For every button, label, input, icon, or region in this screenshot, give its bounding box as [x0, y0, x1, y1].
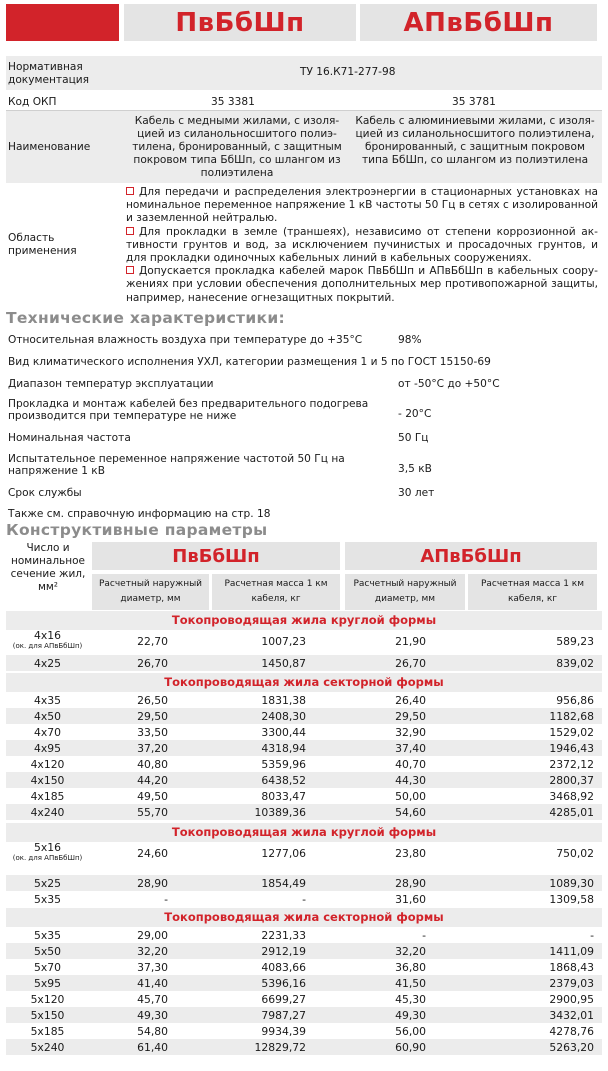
cell-section-note: (ок. для АПвБбШп)	[12, 642, 83, 650]
table-row	[6, 891, 602, 907]
cell-section	[6, 726, 89, 739]
cell-diameter: 37,20	[137, 742, 168, 755]
cell-mass: 2900,95	[549, 993, 594, 1006]
cell-section	[6, 657, 89, 670]
cell-mass: 2408,30	[261, 710, 306, 723]
header-brand-2: АПвБбШп	[360, 4, 597, 41]
brand1-header: ПвБбШп	[92, 542, 340, 570]
cell-mass: 1450,87	[261, 657, 306, 670]
cell-section	[6, 742, 89, 755]
table-row	[6, 1007, 602, 1023]
cell-section-value: 5х35	[34, 893, 61, 906]
list-item: Для прокладки в земле (траншеях), независимо от степени коррозионной ак-тивности грунтов и вод, за исключением пучинистых и просадочных грунтов, и для прокладки одиночных кабельных линий в кабельных сооружениях.	[126, 225, 598, 265]
tech-label: Испытательное переменное напряжение частотой 50 Гц на напряжение 1 кВ	[8, 453, 345, 477]
cell-mass: 2800,37	[549, 774, 594, 787]
table-row	[6, 875, 602, 891]
cell-section-value: 4х120	[30, 758, 65, 771]
cell-mass: 8033,47	[261, 790, 306, 803]
tech-value: 98%	[398, 334, 422, 346]
cell-mass: 956,86	[556, 694, 594, 707]
sub-header-mass: Расчетная масса 1 км кабеля, кг	[468, 574, 597, 610]
cell-diameter: 28,90	[395, 877, 426, 890]
cell-diameter: 28,90	[137, 877, 168, 890]
table-row	[6, 740, 602, 756]
cell-section-value: 5х95	[34, 977, 61, 990]
normative-value: ТУ 16.К71-277-98	[300, 66, 396, 78]
cell-mass: 1868,43	[549, 961, 594, 974]
cell-section-value: 4х70	[34, 726, 61, 739]
cell-diameter: 24,60	[137, 847, 168, 860]
cell-diameter: 60,90	[395, 1041, 426, 1054]
table-row	[6, 991, 602, 1007]
cell-section-value: 4х16	[34, 629, 61, 642]
table-row	[6, 1039, 602, 1055]
cell-diameter: 49,30	[395, 1009, 426, 1022]
cell-diameter: 32,90	[395, 726, 426, 739]
normative-label: Нормативная документация	[8, 61, 90, 86]
cell-mass: 5396,16	[261, 977, 306, 990]
cell-mass: 2379,03	[549, 977, 594, 990]
cell-section-value: 5х150	[30, 1009, 65, 1022]
cell-section	[6, 1041, 89, 1054]
cell-diameter: 31,60	[395, 893, 426, 906]
header-accent-bar	[6, 4, 119, 41]
cell-diameter: 29,00	[137, 929, 168, 942]
cell-diameter: 36,80	[395, 961, 426, 974]
cell-mass: 1854,49	[261, 877, 306, 890]
group-title: Токопроводящая жила круглой формы	[6, 823, 602, 842]
cell-section-value: 5х25	[34, 877, 61, 890]
area-list	[126, 186, 598, 305]
cell-section	[6, 710, 89, 723]
sub-header-diameter: Расчетный наружный диаметр, мм	[92, 574, 209, 610]
okp-value-2: 35 3781	[452, 96, 496, 108]
cell-diameter: 33,50	[137, 726, 168, 739]
cell-section	[6, 841, 89, 862]
brand2-header: АПвБбШп	[345, 542, 597, 570]
cell-diameter: -	[164, 893, 168, 906]
cell-section	[6, 977, 89, 990]
cell-diameter: 50,00	[395, 790, 426, 803]
cell-mass: 1309,58	[549, 893, 594, 906]
tech-title: Технические характеристики:	[6, 309, 285, 327]
cell-diameter: 32,20	[137, 945, 168, 958]
cell-diameter: 56,00	[395, 1025, 426, 1038]
cell-mass: 6699,27	[261, 993, 306, 1006]
cell-diameter: 61,40	[137, 1041, 168, 1054]
cell-mass: 7987,27	[261, 1009, 306, 1022]
group-title: Токопроводящая жила секторной формы	[6, 908, 602, 927]
cell-mass: 1007,23	[261, 635, 306, 648]
checkbox-bullet-icon	[126, 187, 134, 195]
list-item: Для передачи и распределения электроэнергии в стационарных установках на номинальное переменное напряжение 1 кВ частоты 50 Гц в сетях с изолированной и заземленной нейтралью.	[126, 186, 598, 225]
cell-diameter: 44,20	[137, 774, 168, 787]
cell-section-value: 5х185	[30, 1025, 65, 1038]
cell-diameter: 26,40	[395, 694, 426, 707]
cell-diameter: -	[422, 929, 426, 942]
table-row	[6, 804, 602, 820]
cell-diameter: 29,50	[395, 710, 426, 723]
cell-diameter: 37,30	[137, 961, 168, 974]
cell-section	[6, 1009, 89, 1022]
tech-note: Также см. справочную информацию на стр. 18	[8, 508, 271, 520]
cell-diameter: 54,60	[395, 806, 426, 819]
tech-label: Срок службы	[8, 487, 82, 499]
cell-diameter: 49,50	[137, 790, 168, 803]
cell-mass: 5359,96	[261, 758, 306, 771]
cell-mass: 2231,33	[261, 929, 306, 942]
cell-section-value: 5х16	[34, 841, 61, 854]
cell-section-value: 4х50	[34, 710, 61, 723]
cell-section	[6, 945, 89, 958]
tech-value: 30 лет	[398, 487, 435, 499]
tech-label: Относительная влажность воздуха при температуре до +35°С	[8, 334, 363, 346]
tech-label: Прокладка и монтаж кабелей без предварительного подогрева производится при температуре не ниже	[8, 398, 369, 422]
area-label: Область применения	[8, 232, 77, 257]
tech-value: 50 Гц	[398, 432, 429, 444]
cell-section-value: 5х35	[34, 929, 61, 942]
cell-section-value: 4х95	[34, 742, 61, 755]
cell-diameter: 21,90	[395, 635, 426, 648]
tech-label: Диапазон температур эксплуатации	[8, 378, 214, 390]
cell-mass: 2912,19	[261, 945, 306, 958]
table-row	[6, 724, 602, 740]
cell-section-value: 5х120	[30, 993, 65, 1006]
cell-mass: 4318,94	[261, 742, 306, 755]
cell-diameter: 37,40	[395, 742, 426, 755]
cell-section-value: 4х150	[30, 774, 65, 787]
cell-diameter: 54,80	[137, 1025, 168, 1038]
table-row	[6, 842, 602, 864]
cell-mass: 1182,68	[549, 710, 594, 723]
cell-section	[6, 993, 89, 1006]
cell-diameter: 41,40	[137, 977, 168, 990]
cell-mass: 2372,12	[549, 758, 594, 771]
checkbox-bullet-icon	[126, 227, 134, 235]
cell-mass: 839,02	[556, 657, 594, 670]
name-label: Наименование	[8, 141, 91, 153]
cell-mass: 3300,44	[261, 726, 306, 739]
table-row	[6, 788, 602, 804]
col-header-sections: Число и номинальное сечение жил, мм²	[10, 542, 86, 593]
sub-header-diameter: Расчетный наружный диаметр, мм	[345, 574, 465, 610]
cell-mass: 4083,66	[261, 961, 306, 974]
cell-section-value: 4х35	[34, 694, 61, 707]
table-row	[6, 975, 602, 991]
name-value-1: Кабель с медными жилами, с изоля-цией из силанольносшитого полиэ-тилена, бронированный, с защитным покровом типа БбШп, со шлангом из полиэтилена	[132, 115, 342, 179]
group-title: Токопроводящая жила круглой формы	[6, 611, 602, 630]
cell-mass: 1411,09	[549, 945, 594, 958]
table-row	[6, 655, 602, 671]
header-brand-1: ПвБбШп	[124, 4, 356, 41]
sub-header-mass: Расчетная масса 1 км кабеля, кг	[212, 574, 340, 610]
tech-label: Номинальная частота	[8, 432, 131, 444]
cell-section-value: 4х25	[34, 657, 61, 670]
table-row	[6, 708, 602, 724]
cell-section	[6, 893, 89, 906]
cell-mass: 4278,76	[549, 1025, 594, 1038]
cell-mass: 750,02	[556, 847, 594, 860]
cell-diameter: 26,70	[137, 657, 168, 670]
tech-value: 3,5 кВ	[398, 463, 432, 475]
table-row	[6, 692, 602, 708]
cell-diameter: 41,50	[395, 977, 426, 990]
cell-diameter: 40,70	[395, 758, 426, 771]
cell-section	[6, 629, 89, 650]
cell-diameter: 45,30	[395, 993, 426, 1006]
cell-section	[6, 1025, 89, 1038]
cell-mass: 1277,06	[261, 847, 306, 860]
cell-diameter: 26,50	[137, 694, 168, 707]
cell-mass: 4285,01	[549, 806, 594, 819]
cell-section-value: 4х240	[30, 806, 65, 819]
cell-section	[6, 758, 89, 771]
cell-section	[6, 877, 89, 890]
table-row	[6, 772, 602, 788]
checkbox-bullet-icon	[126, 266, 134, 274]
cell-mass: 5263,20	[549, 1041, 594, 1054]
tech-label: Вид климатического исполнения УХЛ, категории размещения 1 и 5 по ГОСТ 15150-69	[8, 356, 491, 368]
name-value-2: Кабель с алюминиевыми жилами, с изоля-цией из силанольносшитого полиэтилена, бронированный, с защитным покровом типа БбШп, со шлангом из полиэтилена	[355, 115, 595, 166]
cell-section-note: (ок. для АПвБбШп)	[12, 854, 83, 862]
group-title: Токопроводящая жила секторной формы	[6, 673, 602, 692]
cell-mass: -	[302, 893, 306, 906]
cell-section	[6, 806, 89, 819]
cell-section	[6, 790, 89, 803]
cell-section	[6, 961, 89, 974]
table-row	[6, 630, 602, 652]
cell-diameter: 26,70	[395, 657, 426, 670]
cell-mass: 1946,43	[549, 742, 594, 755]
cell-diameter: 23,80	[395, 847, 426, 860]
list-item: Допускается прокладка кабелей марок ПвБбШп и АПвБбШп в кабельных соору-жениях при условии обеспечения дополнительных мер противопожарной защиты, например, нанесение огнезащитных покрытий.	[126, 265, 598, 304]
table-row	[6, 927, 602, 943]
okp-label: Код ОКП	[8, 96, 57, 108]
cell-section-value: 5х70	[34, 961, 61, 974]
cell-section-value: 4х185	[30, 790, 65, 803]
cell-mass: 6438,52	[261, 774, 306, 787]
cell-section-value: 5х240	[30, 1041, 65, 1054]
cell-mass: -	[590, 929, 594, 942]
construct-title: Конструктивные параметры	[6, 521, 268, 539]
cell-diameter: 49,30	[137, 1009, 168, 1022]
table-row	[6, 1023, 602, 1039]
cell-diameter: 55,70	[137, 806, 168, 819]
tech-value: - 20°С	[398, 408, 432, 420]
cell-section	[6, 694, 89, 707]
table-row	[6, 756, 602, 772]
cell-mass: 589,23	[556, 635, 594, 648]
cell-mass: 3432,01	[549, 1009, 594, 1022]
okp-value-1: 35 3381	[211, 96, 255, 108]
table-row	[6, 959, 602, 975]
table-row	[6, 943, 602, 959]
cell-mass: 1831,38	[261, 694, 306, 707]
cell-section	[6, 929, 89, 942]
cell-mass: 3468,92	[549, 790, 594, 803]
cell-mass: 1089,30	[549, 877, 594, 890]
cell-diameter: 22,70	[137, 635, 168, 648]
cell-diameter: 44,30	[395, 774, 426, 787]
cell-section-value: 5х50	[34, 945, 61, 958]
cell-mass: 9934,39	[261, 1025, 306, 1038]
cell-diameter: 45,70	[137, 993, 168, 1006]
cell-diameter: 29,50	[137, 710, 168, 723]
cell-section	[6, 774, 89, 787]
cell-mass: 12829,72	[254, 1041, 306, 1054]
cell-diameter: 40,80	[137, 758, 168, 771]
cell-diameter: 32,20	[395, 945, 426, 958]
tech-value: от -50°С до +50°С	[398, 378, 500, 390]
cell-mass: 10389,36	[254, 806, 306, 819]
cell-mass: 1529,02	[549, 726, 594, 739]
